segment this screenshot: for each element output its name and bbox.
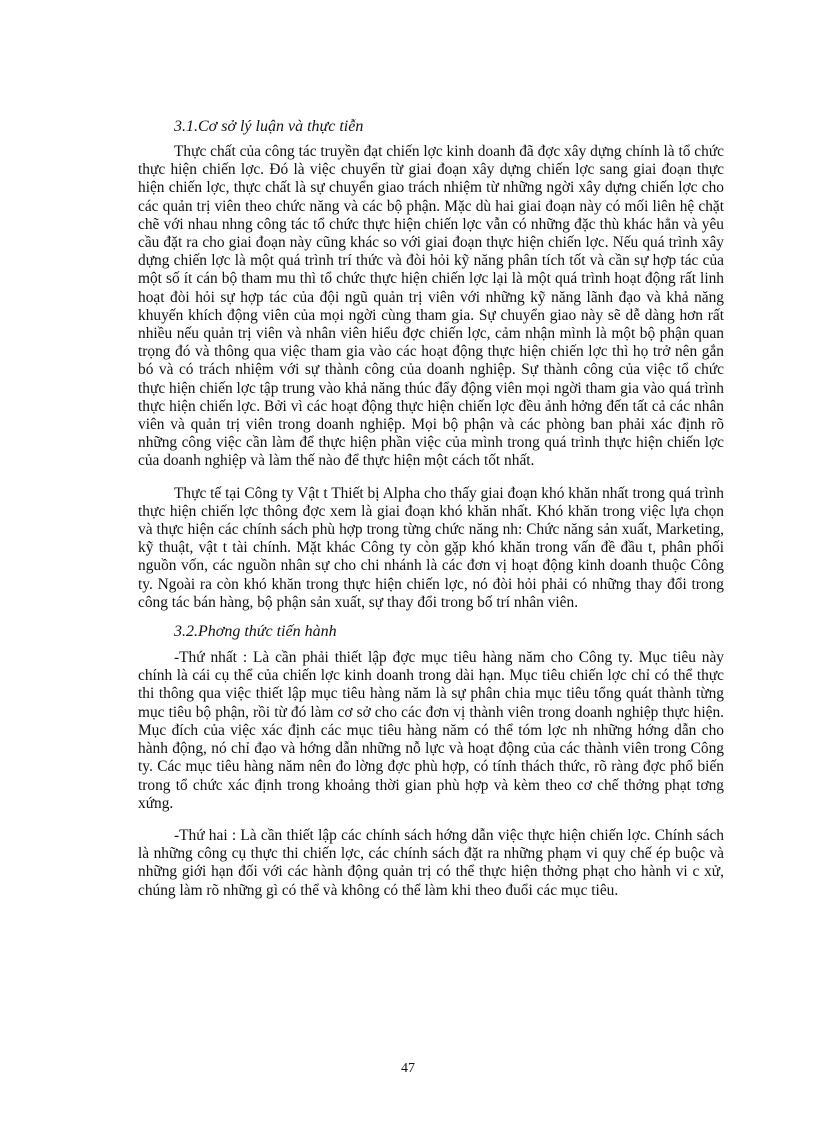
paragraph-gap: [138, 813, 724, 827]
page-number: 47: [401, 1061, 415, 1076]
paragraph-2: Thực tế tại Công ty Vật t Thiết bị Alpha cho thấy giai đoạn khó khăn nhất trong quá trình thực hiện chiến lợc thông đợc xem là giai đoạn khó khăn nhất. Khó khăn trong việc lựa chọn và thực hiện các chính sách phù hợp trong từng chức năng nh: Chức năng sản xuất, Marketing, kỹ thuật, vật t tài chính. Mặt khác Công ty còn gặp khó khăn trong vấn đề đầu t, phân phối nguồn vốn, các nguồn nhân sự cho chi nhánh là các đơn vị hoạt động kinh doanh thuộc Công ty. Ngoài ra còn khó khăn trong thực hiện chiến lợc, nó đòi hỏi phải có những thay đổi trong công tác bán hàng, bộ phận sản xuất, sự thay đổi trong bố trí nhân viên.: [138, 484, 724, 611]
section-heading-3-1: 3.1.Cơ sở lý luận và thực tiễn: [174, 118, 364, 135]
paragraph-gap: [138, 471, 724, 485]
paragraph-1: Thực chất của công tác truyền đạt chiến lợc kinh doanh đã đợc xây dựng chính là tổ chức thực hiện chiến lợc. Đó là việc chuyển từ giai đoạn xây dựng chiến lợc sang giai đoạn thực hiện chiến lợc, thực chất là sự chuyển giao trách nhiệm từ những ngời xây dựng chiến lợc cho các quản trị viên theo chức năng và các bộ phận. Mặc dù hai giai đoạn này có mối liên hệ chặt chẽ với nhau nhng công tác tổ chức thực hiện chiến lợc vẫn có những đặc thù khác hẳn và yêu cầu đặt ra cho giai đoạn này cũng khác so với giai đoạn thực hiện chiến lợc. Nếu quá trình xây dựng chiến lợc là một quá trình trí thức và đòi hỏi kỹ năng phân tích tốt và cần sự hợp tác của một số ít cán bộ tham mu thì tổ chức thực hiện chiến lợc lại là một quá trình hoạt động rất linh hoạt đòi hỏi sự hợp tác của đội ngũ quản trị viên với những kỹ năng lãnh đạo và khả năng khuyến khích động viên của mọi ngời cùng tham gia. Sự chuyển giao này sẽ dễ dàng hơn rất nhiều nếu quản trị viên và nhân viên hiểu đợc chiến lợc, cảm nhận mình là một bộ phận quan trọng đó và thông qua việc tham gia vào các hoạt động thực hiện chiến lợc thì họ trở nên gắn bó và có trách nhiệm với sự thành công của doanh nghiệp. Sự thành công của việc tổ chức thực hiện chiến lợc tập trung vào khả năng thúc đẩy động viên mọi ngời tham gia vào quá trình thực hiện chiến lợc. Bởi vì các hoạt động thực hiện chiến lợc đều ảnh hởng đến tất cả các nhân viên và quản trị viên trong doanh nghiệp. Mọi bộ phận và các phòng ban phải xác định rõ những công việc cần làm để thực hiện phần việc của mình trong quá trình thực hiện chiến lợc của doanh nghiệp và làm thế nào để thực hiện một cách tốt nhất.: [138, 143, 724, 470]
paragraph-3: -Thứ nhất : Là cần phải thiết lập đợc mục tiêu hàng năm cho Công ty. Mục tiêu này chính là cái cụ thể của chiến lợc kinh doanh trong dài hạn. Mục tiêu chiến lợc chỉ có thể thực thi thông qua việc thiết lập mục tiêu hàng năm là sự phân chia mục tiêu tổng quát thành từng mục tiêu bộ phận, rồi từ đó làm cơ sở cho các đơn vị thành viên trong doanh nghiệp thực hiện. Mục đích của việc xác định các mục tiêu hàng năm có thể tóm lợc nh những hớng dẫn cho hành động, nó chỉ đạo và hớng dẫn những nỗ lực và hoạt động của các thành viên trong Công ty. Các mục tiêu hàng năm nên đo lờng đợc phù hợp, có tính thách thức, rõ ràng đợc phổ biến trong tổ chức xác định trong khoảng thời gian phù hợp và kèm theo cơ chế thởng phạt tơng xứng.: [138, 649, 724, 812]
paragraph-4: -Thứ hai : Là cần thiết lập các chính sách hớng dẫn việc thực hiện chiến lợc. Chính sách là những công cụ thực thi chiến lợc, các chính sách đặt ra những phạm vi quy chế ép buộc và những giới hạn đối với các hành động quản trị có thể thực hiện thởng phạt cho hành vi c xử, chúng làm rõ những gì có thể và không có thể làm khi theo đuổi các mục tiêu.: [138, 826, 724, 899]
section-heading-3-2: 3.2.Phơng thức tiến hành: [174, 623, 337, 641]
document-page: [138, 100, 724, 1090]
